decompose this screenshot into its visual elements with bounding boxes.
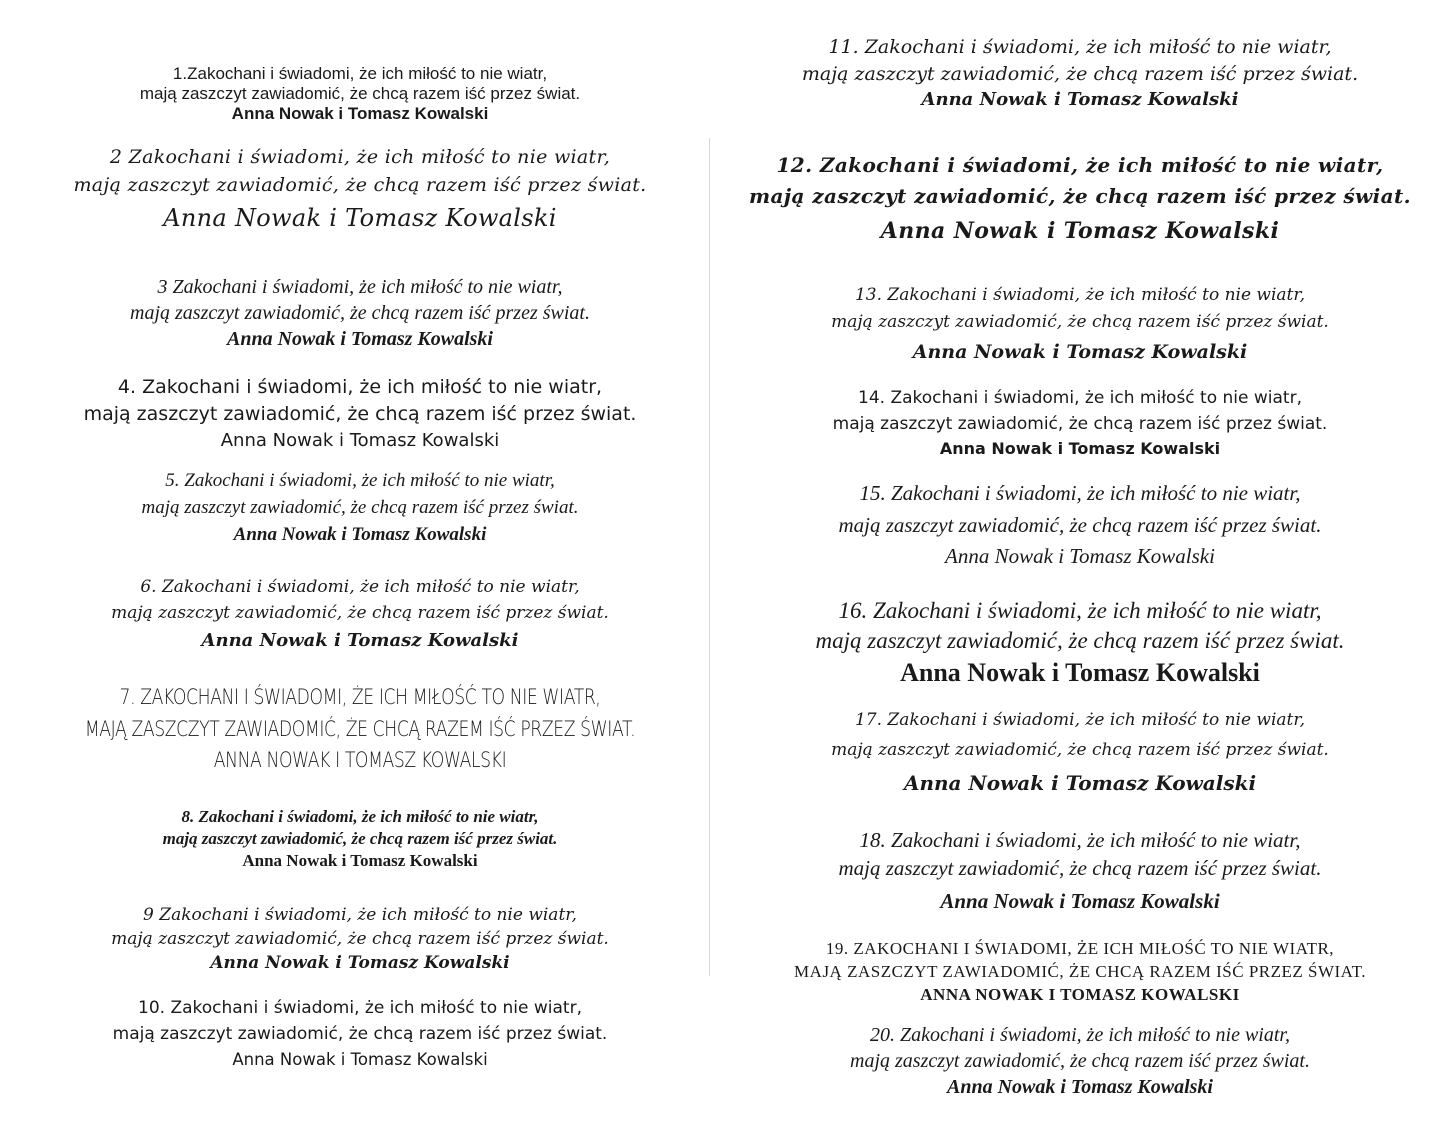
font-sample-1 [0, 64, 720, 124]
font-sample-12 [720, 150, 1440, 251]
sample-line-2: mają zaszczyt zawiadomić, że chcą razem iść przez świat. [831, 739, 1329, 760]
sample-line-2: mają zaszczyt zawiadomić, że chcą razem iść przez świat. [838, 856, 1322, 881]
font-sample-8 [0, 806, 720, 872]
sample-names: Anna Nowak i Tomasz Kowalski [946, 1076, 1213, 1098]
sample-names: Anna Nowak i Tomasz Kowalski [163, 204, 557, 233]
sample-line-1: 10. Zakochani i świadomi, że ich miłość to nie wiatr, [138, 998, 582, 1018]
font-sample-6 [0, 574, 720, 655]
sample-names: Anna Nowak i Tomasz Kowalski [201, 629, 519, 651]
sample-line-2: mają zaszczyt zawiadomić, że chcą razem iść przez świat. [749, 184, 1411, 208]
font-sample-16 [720, 596, 1440, 690]
font-sample-2 [0, 144, 720, 237]
font-sample-11 [720, 34, 1440, 112]
sample-line-1: 2 Zakochani i świadomi, że ich miłość to nie wiatr, [109, 146, 611, 168]
sample-line-1: 16. Zakochani i świadomi, że ich miłość to nie wiatr, [838, 598, 1322, 623]
sample-line-1: 1.Zakochani i świadomi, że ich miłość to nie wiatr, [172, 64, 548, 83]
sample-names: ANNA NOWAK I TOMASZ KOWALSKI [213, 748, 507, 772]
font-sample-5 [0, 468, 720, 550]
sample-line-2: mają zaszczyt zawiadomić, że chcą razem iść przez świat. [111, 928, 609, 949]
font-sample-4 [0, 374, 720, 455]
font-sample-15 [720, 478, 1440, 573]
sample-line-2: mają zaszczyt zawiadomić, że chcą razem iść przez świat. [139, 84, 581, 104]
sample-line-2: mają zaszczyt zawiadomić, że chcą razem iść przez świat. [162, 829, 558, 849]
sample-names: Anna Nowak i Tomasz Kowalski [940, 888, 1220, 913]
sample-names: Anna Nowak i Tomasz Kowalski [939, 439, 1221, 458]
sample-line-1: 11. Zakochani i świadomi, że ich miłość to nie wiatr, [828, 36, 1332, 58]
font-sample-7 [65, 682, 655, 777]
sample-line-2: mają zaszczyt zawiadomić, że chcą razem iść przez świat. [83, 402, 637, 425]
sample-names: Anna Nowak i Tomasz Kowalski [233, 524, 487, 546]
sample-line-2: mają zaszczyt zawiadomić, że chcą razem iść przez świat. [832, 413, 1328, 434]
right-column [720, 0, 1440, 1137]
font-sample-13 [720, 282, 1440, 369]
sample-names: Anna Nowak i Tomasz Kowalski [903, 770, 1257, 795]
sample-line-1: 18. Zakochani i świadomi, że ich miłość to nie wiatr, [859, 828, 1301, 852]
sample-line-1: 6. Zakochani i świadomi, że ich miłość to nie wiatr, [140, 577, 580, 597]
sample-line-1: 7. ZAKOCHANI I ŚWIADOMI, ŻE ICH MIŁOŚĆ TO NIE WIATR, [119, 685, 601, 709]
sample-names: Anna Nowak i Tomasz Kowalski [220, 430, 500, 452]
sample-line-2: mają zaszczyt zawiadomić, że chcą razem iść przez świat. [815, 627, 1345, 653]
sample-line-2: mają zaszczyt zawiadomić, że chcą razem iść przez świat. [130, 302, 590, 324]
sample-names: Anna Nowak i Tomasz Kowalski [921, 89, 1239, 111]
sample-line-1: 15. Zakochani i świadomi, że ich miłość to nie wiatr, [859, 481, 1301, 505]
sample-names: Anna Nowak i Tomasz Kowalski [945, 544, 1215, 568]
sample-names: Anna Nowak i Tomasz Kowalski [226, 328, 493, 350]
sample-names: Anna Nowak i Tomasz Kowalski [210, 952, 510, 973]
sample-line-1: 5. Zakochani i świadomi, że ich miłość to nie wiatr, [165, 470, 555, 491]
sample-line-2: mają zaszczyt zawiadomić, że chcą razem iść przez świat. [801, 62, 1359, 85]
sample-line-2: mają zaszczyt zawiadomić, że chcą razem iść przez świat. [831, 312, 1329, 333]
sample-line-2: mają zaszczyt zawiadomić, że chcą razem iść przez świat. [141, 496, 579, 518]
sample-names: Anna Nowak i Tomasz Kowalski [232, 1050, 488, 1069]
font-sample-9 [0, 904, 720, 975]
sample-names: ANNA NOWAK I TOMASZ KOWALSKI [920, 984, 1240, 1004]
sample-line-1: 12. Zakochani i świadomi, że ich miłość to nie wiatr, [776, 153, 1384, 177]
sample-line-2: mają zaszczyt zawiadomić, że chcą razem iść przez świat. [111, 603, 609, 624]
sample-names: Anna Nowak i Tomasz Kowalski [880, 218, 1280, 244]
font-sample-10 [0, 996, 720, 1073]
sample-names: Anna Nowak i Tomasz Kowalski [231, 104, 489, 124]
sample-names: Anna Nowak i Tomasz Kowalski [242, 851, 478, 871]
sample-line-2: mają zaszczyt zawiadomić, że chcą razem iść przez świat. [73, 173, 647, 196]
sample-line-1: 20. Zakochani i świadomi, że ich miłość to nie wiatr, [870, 1024, 1290, 1046]
font-sample-18 [720, 826, 1440, 919]
sample-line-1: 19. ZAKOCHANI I ŚWIADOMI, ŻE ICH MIŁOŚĆ TO NIE WIATR, [825, 939, 1335, 958]
sample-line-2: mają zaszczyt zawiadomić, że chcą razem iść przez świat. [112, 1023, 608, 1044]
sample-line-1: 17. Zakochani i świadomi, że ich miłość to nie wiatr, [854, 710, 1306, 730]
sample-line-1: 9 Zakochani i świadomi, że ich miłość to nie wiatr, [143, 905, 577, 925]
font-sample-19 [720, 938, 1440, 1007]
sample-line-2: MAJĄ ZASZCZYT ZAWIADOMIĆ, ŻE CHCĄ RAZEM IŚĆ PRZEZ ŚWIAT. [84, 716, 636, 741]
font-sample-20 [720, 1022, 1440, 1100]
sample-line-1: 3 Zakochani i świadomi, że ich miłość to nie wiatr, [157, 276, 563, 298]
sample-line-1: 14. Zakochani i świadomi, że ich miłość to nie wiatr, [858, 388, 1302, 408]
sample-line-2: mają zaszczyt zawiadomić, że chcą razem iść przez świat. [850, 1050, 1310, 1072]
sample-line-1: 4. Zakochani i świadomi, że ich miłość to nie wiatr, [117, 376, 603, 398]
font-sample-3 [0, 274, 720, 352]
font-sample-14 [720, 386, 1440, 461]
sample-line-1: 13. Zakochani i świadomi, że ich miłość to nie wiatr, [854, 285, 1306, 305]
font-sample-17 [720, 706, 1440, 801]
sample-line-2: mają zaszczyt zawiadomić, że chcą razem iść przez świat. [838, 512, 1322, 537]
sample-names: Anna Nowak i Tomasz Kowalski [900, 657, 1260, 687]
sample-line-2: MAJĄ ZASZCZYT ZAWIADOMIĆ, ŻE CHCĄ RAZEM IŚĆ PRZEZ ŚWIAT. [794, 961, 1366, 981]
sample-line-1: 8. Zakochani i świadomi, że ich miłość to nie wiatr, [181, 807, 539, 826]
sample-names: Anna Nowak i Tomasz Kowalski [912, 341, 1248, 364]
